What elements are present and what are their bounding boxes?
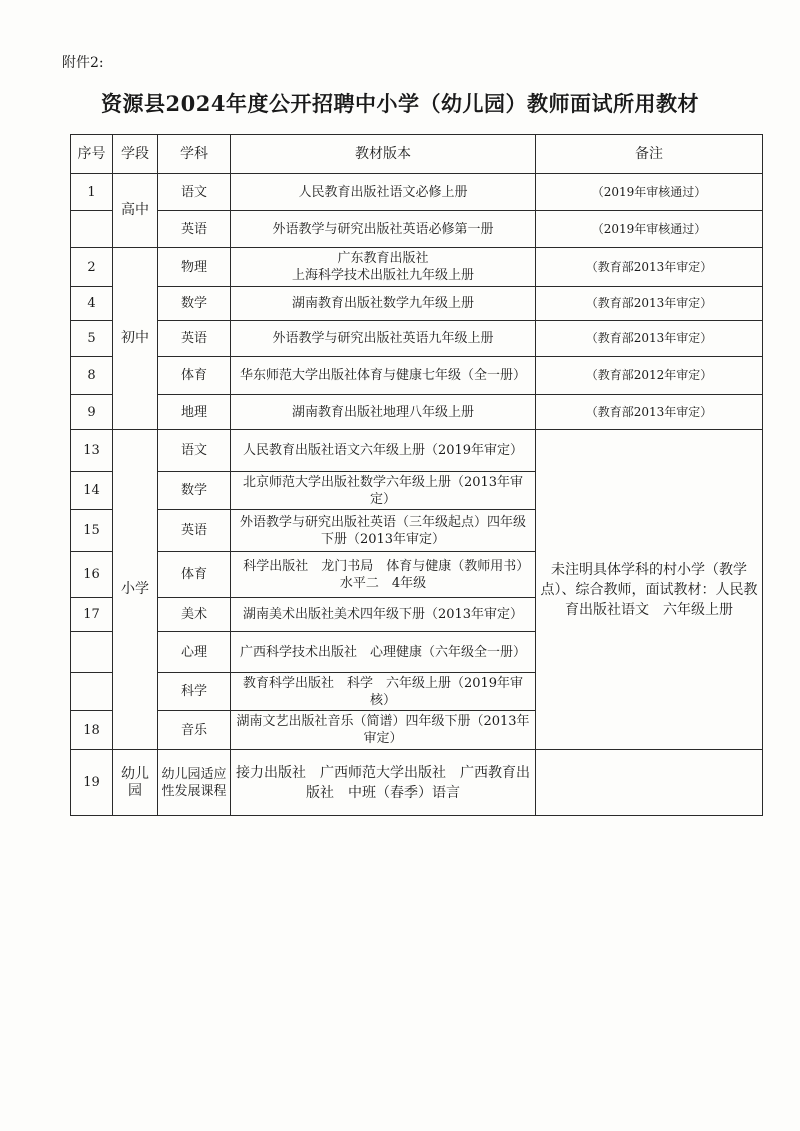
table-row	[71, 430, 763, 472]
row-subject: 地理	[158, 395, 231, 430]
row-no: 8	[71, 357, 113, 395]
table-row	[71, 321, 763, 357]
row-subject: 体育	[158, 552, 231, 598]
row-subject: 科学	[158, 673, 231, 711]
header-stage: 学段	[113, 135, 158, 174]
row-subject: 美术	[158, 598, 231, 632]
row-no: 1	[71, 174, 113, 211]
row-note: （教育部2013年审定）	[536, 287, 763, 321]
row-textbook: 外语教学与研究出版社英语九年级上册	[231, 321, 536, 357]
row-textbook: 华东师范大学出版社体育与健康七年级（全一册）	[231, 357, 536, 395]
table-row	[71, 174, 763, 211]
row-no: 14	[71, 472, 113, 510]
table-row	[71, 750, 763, 816]
primary-note: 未注明具体学科的村小学（教学点）、综合教师，面试教材：人民教育出版社语文 六年级上册	[536, 430, 763, 750]
row-no: 19	[71, 750, 113, 816]
row-subject: 语文	[158, 430, 231, 472]
textbook-table	[70, 134, 763, 816]
table-row	[71, 395, 763, 430]
table-row	[71, 357, 763, 395]
table-row	[71, 211, 763, 248]
row-subject: 音乐	[158, 711, 231, 750]
row-subject: 语文	[158, 174, 231, 211]
row-note	[536, 750, 763, 816]
row-no: 4	[71, 287, 113, 321]
row-textbook: 湖南教育出版社数学九年级上册	[231, 287, 536, 321]
row-no: 5	[71, 321, 113, 357]
row-textbook: 湖南文艺出版社音乐（简谱）四年级下册（2013年审定）	[231, 711, 536, 750]
row-note: （2019年审核通过）	[536, 211, 763, 248]
row-no	[71, 632, 113, 673]
row-subject: 数学	[158, 287, 231, 321]
row-subject: 物理	[158, 248, 231, 287]
stage-cell: 幼儿园	[113, 750, 158, 816]
page-title: 资源县2024年度公开招聘中小学（幼儿园）教师面试所用教材	[101, 91, 699, 116]
row-note: （教育部2013年审定）	[536, 321, 763, 357]
row-note: （教育部2012年审定）	[536, 357, 763, 395]
row-no	[71, 211, 113, 248]
row-subject: 体育	[158, 357, 231, 395]
row-subject: 英语	[158, 510, 231, 552]
row-textbook: 教育科学出版社 科学 六年级上册（2019年审核）	[231, 673, 536, 711]
row-no: 17	[71, 598, 113, 632]
row-subject: 幼儿园适应性发展课程	[158, 750, 231, 816]
row-no: 15	[71, 510, 113, 552]
table-row	[71, 248, 763, 287]
header-no: 序号	[71, 135, 113, 174]
table-row	[71, 287, 763, 321]
stage-cell: 高中	[113, 174, 158, 248]
row-textbook: 外语教学与研究出版社英语（三年级起点）四年级下册（2013年审定）	[231, 510, 536, 552]
row-subject: 英语	[158, 211, 231, 248]
row-subject: 数学	[158, 472, 231, 510]
stage-cell: 初中	[113, 248, 158, 430]
row-textbook: 湖南教育出版社地理八年级上册	[231, 395, 536, 430]
row-subject: 心理	[158, 632, 231, 673]
header-subject: 学科	[158, 135, 231, 174]
row-textbook: 人民教育出版社语文必修上册	[231, 174, 536, 211]
row-textbook: 北京师范大学出版社数学六年级上册（2013年审定）	[231, 472, 536, 510]
row-subject: 英语	[158, 321, 231, 357]
row-textbook: 广西科学技术出版社 心理健康（六年级全一册）	[231, 632, 536, 673]
row-textbook: 接力出版社 广西师范大学出版社 广西教育出版社 中班（春季）语言	[231, 750, 536, 816]
row-no: 9	[71, 395, 113, 430]
header-note: 备注	[536, 135, 763, 174]
row-note: （教育部2013年审定）	[536, 248, 763, 287]
row-no: 2	[71, 248, 113, 287]
attachment-label: 附件2:	[62, 55, 104, 71]
stage-cell: 小学	[113, 430, 158, 750]
row-no: 18	[71, 711, 113, 750]
row-note: （教育部2013年审定）	[536, 395, 763, 430]
header-textbook: 教材版本	[231, 135, 536, 174]
row-textbook: 人民教育出版社语文六年级上册（2019年审定）	[231, 430, 536, 472]
row-textbook: 广东教育出版社 上海科学技术出版社九年级上册	[231, 248, 536, 287]
row-textbook: 外语教学与研究出版社英语必修第一册	[231, 211, 536, 248]
row-no	[71, 673, 113, 711]
row-no: 13	[71, 430, 113, 472]
row-no: 16	[71, 552, 113, 598]
row-textbook: 湖南美术出版社美术四年级下册（2013年审定）	[231, 598, 536, 632]
row-note: （2019年审核通过）	[536, 174, 763, 211]
table-header-row	[71, 135, 763, 174]
row-textbook: 科学出版社 龙门书局 体育与健康（教师用书） 水平二 4年级	[231, 552, 536, 598]
